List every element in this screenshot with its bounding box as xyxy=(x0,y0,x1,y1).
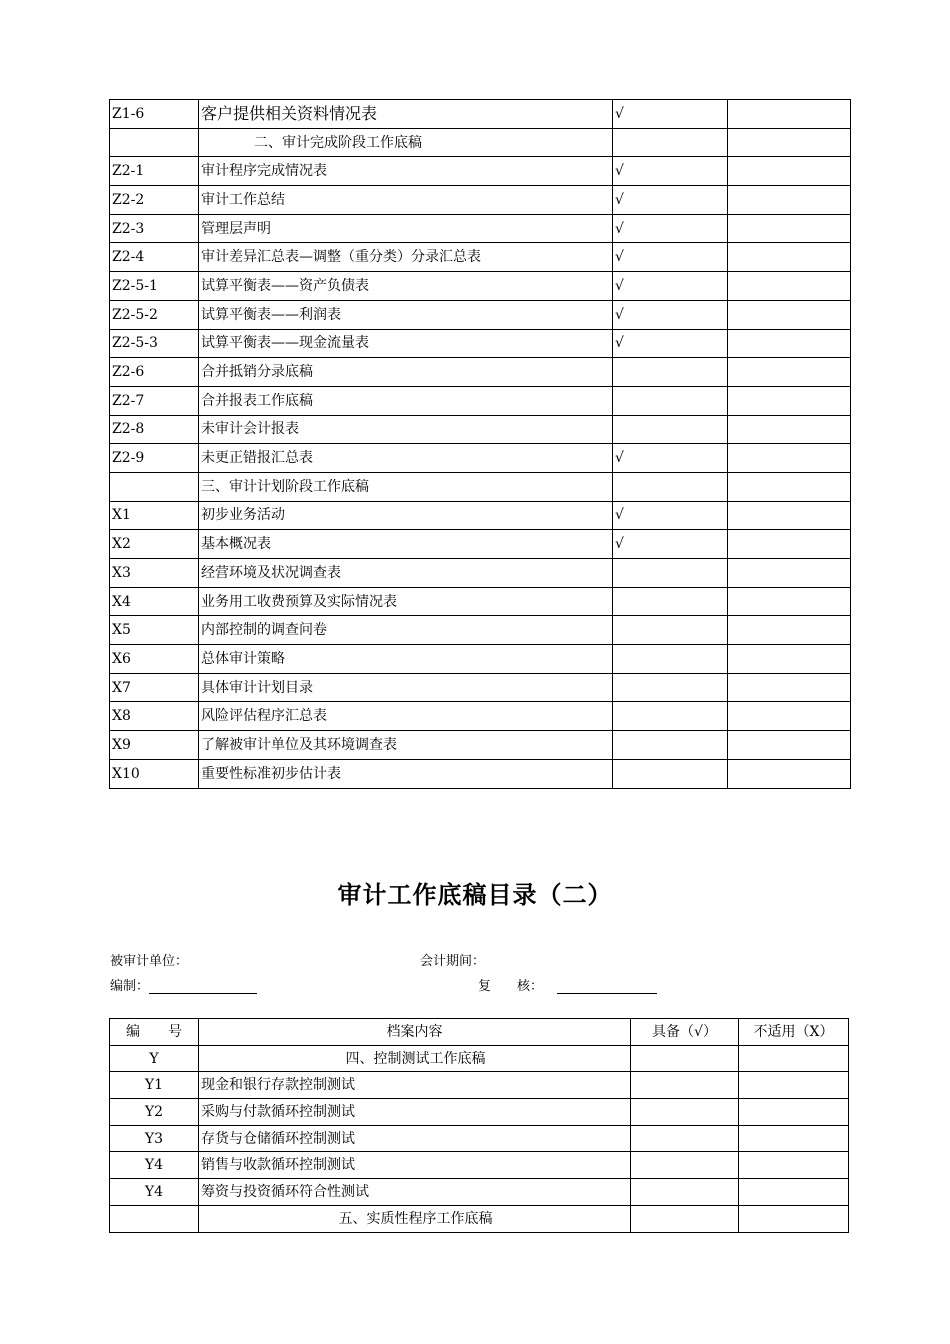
row-content: 采购与付款循环控制测试 xyxy=(199,1099,631,1126)
row-ready-check xyxy=(631,1125,739,1152)
row-code: X3 xyxy=(110,559,199,588)
table-row xyxy=(110,472,851,501)
row-ready-check: √ xyxy=(613,186,728,215)
row-code: X6 xyxy=(110,645,199,674)
row-not-applicable xyxy=(728,702,851,731)
row-ready-check xyxy=(613,386,728,415)
row-not-applicable xyxy=(728,587,851,616)
row-code: Z2-7 xyxy=(110,386,199,415)
row-content: 内部控制的调查问卷 xyxy=(199,616,613,645)
row-code: X10 xyxy=(110,759,199,788)
table-row xyxy=(110,1072,849,1099)
row-not-applicable xyxy=(728,559,851,588)
row-not-applicable xyxy=(728,444,851,473)
row-code: Z2-5-2 xyxy=(110,300,199,329)
table-row xyxy=(110,673,851,702)
row-not-applicable xyxy=(739,1045,849,1072)
row-code: X7 xyxy=(110,673,199,702)
row-content: 二、审计完成阶段工作底稿 xyxy=(199,128,613,157)
row-not-applicable xyxy=(728,645,851,674)
table-row xyxy=(110,616,851,645)
row-ready-check xyxy=(613,673,728,702)
row-content: 客户提供相关资料情况表 xyxy=(199,100,613,129)
row-content: 试算平衡表——现金流量表 xyxy=(199,329,613,358)
row-ready-check xyxy=(613,415,728,444)
row-content: 筹资与投资循环符合性测试 xyxy=(199,1179,631,1206)
prepared-by-label: 编制： xyxy=(110,979,150,994)
row-content: 审计差异汇总表—调整（重分类）分录汇总表 xyxy=(199,243,613,272)
row-code: Z2-2 xyxy=(110,186,199,215)
row-not-applicable xyxy=(728,100,851,129)
header-not-applicable: 不适用（X） xyxy=(739,1019,849,1046)
row-ready-check: √ xyxy=(613,329,728,358)
page-title: 审计工作底稿目录（二） xyxy=(337,881,613,909)
row-code: Z2-3 xyxy=(110,214,199,243)
row-code: Z1-6 xyxy=(110,100,199,129)
table-row xyxy=(110,587,851,616)
row-content: 销售与收款循环控制测试 xyxy=(199,1152,631,1179)
row-ready-check: √ xyxy=(613,100,728,129)
row-ready-check: √ xyxy=(613,300,728,329)
row-code: Y4 xyxy=(110,1152,199,1179)
row-content: 审计工作总结 xyxy=(199,186,613,215)
header-ready: 具备（√） xyxy=(631,1019,739,1046)
row-ready-check: √ xyxy=(613,444,728,473)
row-content: 四、控制测试工作底稿 xyxy=(199,1045,631,1072)
header-content: 档案内容 xyxy=(199,1019,631,1046)
table-row xyxy=(110,186,851,215)
row-ready-check xyxy=(613,128,728,157)
table-row xyxy=(110,444,851,473)
row-content: 试算平衡表——利润表 xyxy=(199,300,613,329)
table-row xyxy=(110,645,851,674)
row-ready-check: √ xyxy=(613,501,728,530)
table-row xyxy=(110,214,851,243)
row-code: Y2 xyxy=(110,1099,199,1126)
table-row xyxy=(110,1125,849,1152)
table-row xyxy=(110,530,851,559)
row-not-applicable xyxy=(739,1125,849,1152)
row-not-applicable xyxy=(739,1179,849,1206)
row-code: Y4 xyxy=(110,1179,199,1206)
accounting-period-label: 会计期间： xyxy=(420,954,486,969)
row-content: 业务用工收费预算及实际情况表 xyxy=(199,587,613,616)
row-code: X4 xyxy=(110,587,199,616)
row-content: 基本概况表 xyxy=(199,530,613,559)
row-code: Z2-5-1 xyxy=(110,272,199,301)
row-code: X8 xyxy=(110,702,199,731)
workpaper-table-2 xyxy=(109,1018,849,1233)
row-ready-check xyxy=(631,1205,739,1232)
row-code: X9 xyxy=(110,731,199,760)
row-ready-check xyxy=(613,472,728,501)
row-not-applicable xyxy=(728,186,851,215)
reviewed-by-field xyxy=(478,975,657,994)
row-code xyxy=(110,472,199,501)
row-not-applicable xyxy=(739,1152,849,1179)
table-row xyxy=(110,1152,849,1179)
table-header-row xyxy=(110,1019,849,1046)
row-not-applicable xyxy=(728,673,851,702)
row-ready-check xyxy=(613,559,728,588)
table-row xyxy=(110,243,851,272)
row-content: 未审计会计报表 xyxy=(199,415,613,444)
prepared-by-blank xyxy=(149,979,257,994)
row-code xyxy=(110,1205,199,1232)
row-content: 试算平衡表——资产负债表 xyxy=(199,272,613,301)
table-row xyxy=(110,702,851,731)
table-row xyxy=(110,300,851,329)
row-content: 现金和银行存款控制测试 xyxy=(199,1072,631,1099)
table-row xyxy=(110,100,851,129)
row-code: Z2-9 xyxy=(110,444,199,473)
row-ready-check: √ xyxy=(613,157,728,186)
row-not-applicable xyxy=(728,329,851,358)
table-row xyxy=(110,759,851,788)
row-content: 三、审计计划阶段工作底稿 xyxy=(199,472,613,501)
row-not-applicable xyxy=(728,616,851,645)
audited-unit-label: 被审计单位： xyxy=(110,954,189,969)
row-not-applicable xyxy=(728,300,851,329)
row-ready-check xyxy=(631,1179,739,1206)
table-row xyxy=(110,1179,849,1206)
table-row xyxy=(110,501,851,530)
row-not-applicable xyxy=(739,1099,849,1126)
row-code: Y1 xyxy=(110,1072,199,1099)
row-not-applicable xyxy=(728,530,851,559)
row-content: 具体审计计划目录 xyxy=(199,673,613,702)
row-content: 合并抵销分录底稿 xyxy=(199,358,613,387)
row-code: Z2-1 xyxy=(110,157,199,186)
row-ready-check xyxy=(631,1099,739,1126)
workpaper-table-1 xyxy=(109,99,851,789)
table-row xyxy=(110,1205,849,1232)
row-ready-check: √ xyxy=(613,214,728,243)
row-ready-check xyxy=(631,1152,739,1179)
table-row xyxy=(110,415,851,444)
row-code: Z2-5-3 xyxy=(110,329,199,358)
row-not-applicable xyxy=(728,472,851,501)
row-code: X5 xyxy=(110,616,199,645)
row-ready-check xyxy=(613,358,728,387)
row-content: 管理层声明 xyxy=(199,214,613,243)
row-ready-check xyxy=(613,731,728,760)
table-row xyxy=(110,128,851,157)
row-content: 总体审计策略 xyxy=(199,645,613,674)
row-content: 了解被审计单位及其环境调查表 xyxy=(199,731,613,760)
row-not-applicable xyxy=(728,243,851,272)
row-ready-check xyxy=(613,616,728,645)
reviewed-by-label: 复 核： xyxy=(478,979,544,994)
table-row xyxy=(110,272,851,301)
header-code: 编 号 xyxy=(110,1019,199,1046)
row-not-applicable xyxy=(728,128,851,157)
table-row xyxy=(110,386,851,415)
row-not-applicable xyxy=(728,272,851,301)
row-content: 五、实质性程序工作底稿 xyxy=(199,1205,631,1232)
row-ready-check xyxy=(613,645,728,674)
row-ready-check xyxy=(613,587,728,616)
row-ready-check xyxy=(613,702,728,731)
row-ready-check xyxy=(631,1045,739,1072)
reviewed-by-blank xyxy=(557,979,657,994)
row-content: 经营环境及状况调查表 xyxy=(199,559,613,588)
row-ready-check: √ xyxy=(613,243,728,272)
row-ready-check: √ xyxy=(613,272,728,301)
row-not-applicable xyxy=(728,157,851,186)
row-not-applicable xyxy=(728,501,851,530)
row-code: X2 xyxy=(110,530,199,559)
row-code: Z2-4 xyxy=(110,243,199,272)
row-content: 风险评估程序汇总表 xyxy=(199,702,613,731)
row-content: 初步业务活动 xyxy=(199,501,613,530)
table-row xyxy=(110,731,851,760)
row-code: Z2-8 xyxy=(110,415,199,444)
table-row xyxy=(110,1045,849,1072)
table-row xyxy=(110,358,851,387)
row-code xyxy=(110,128,199,157)
row-not-applicable xyxy=(728,731,851,760)
row-content: 存货与仓储循环控制测试 xyxy=(199,1125,631,1152)
row-not-applicable xyxy=(728,214,851,243)
row-code: Y3 xyxy=(110,1125,199,1152)
row-content: 重要性标准初步估计表 xyxy=(199,759,613,788)
row-not-applicable xyxy=(728,386,851,415)
row-not-applicable xyxy=(728,759,851,788)
row-content: 合并报表工作底稿 xyxy=(199,386,613,415)
table-row xyxy=(110,559,851,588)
row-ready-check: √ xyxy=(613,530,728,559)
table-row xyxy=(110,157,851,186)
row-code: Z2-6 xyxy=(110,358,199,387)
row-code: Y xyxy=(110,1045,199,1072)
row-ready-check xyxy=(613,759,728,788)
row-content: 审计程序完成情况表 xyxy=(199,157,613,186)
row-content: 未更正错报汇总表 xyxy=(199,444,613,473)
row-not-applicable xyxy=(739,1205,849,1232)
row-not-applicable xyxy=(728,358,851,387)
row-ready-check xyxy=(631,1072,739,1099)
prepared-by-field xyxy=(110,975,257,994)
table-row xyxy=(110,1099,849,1126)
row-not-applicable xyxy=(728,415,851,444)
table-row xyxy=(110,329,851,358)
row-code: X1 xyxy=(110,501,199,530)
row-not-applicable xyxy=(739,1072,849,1099)
